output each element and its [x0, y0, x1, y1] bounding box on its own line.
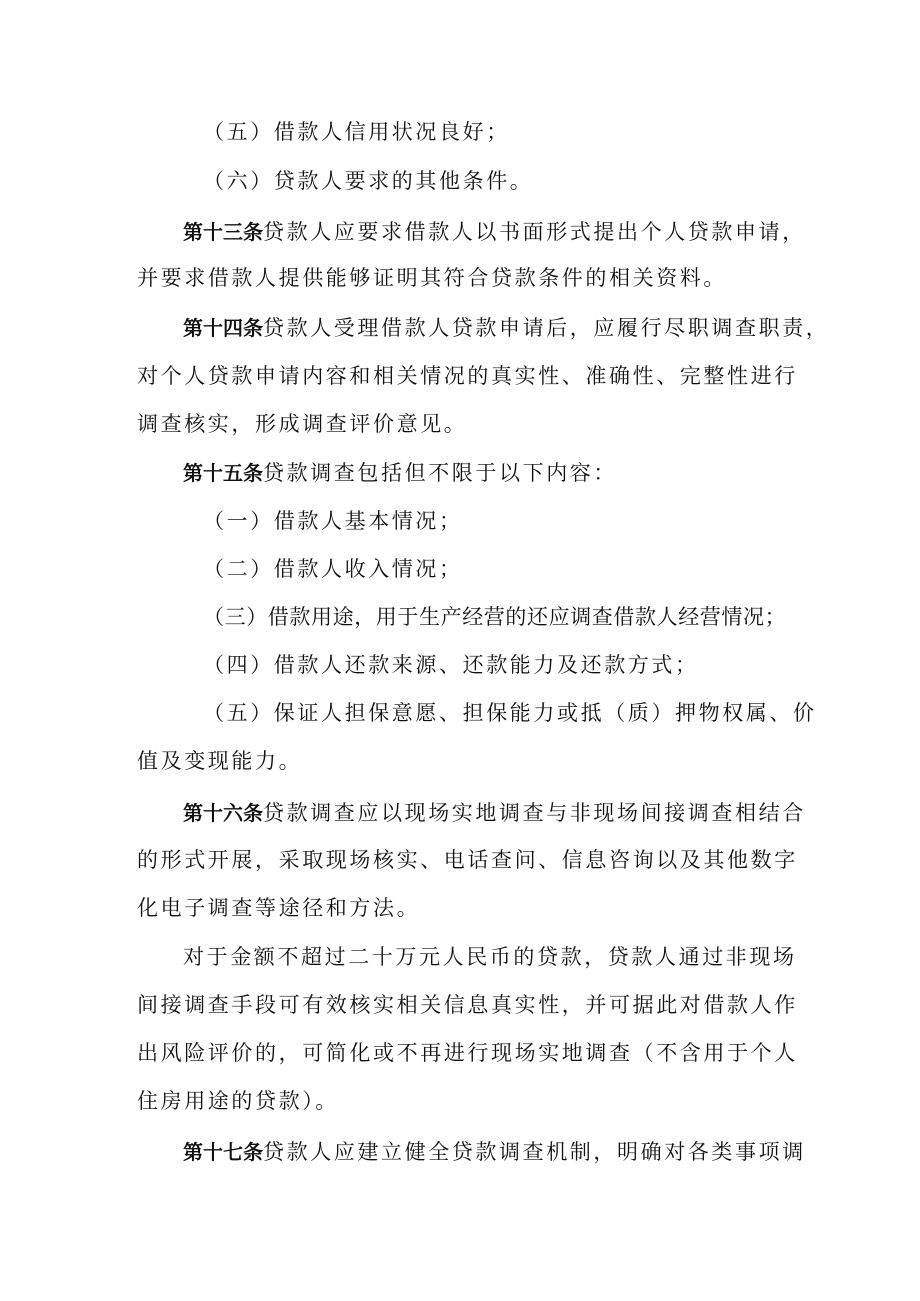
- line-text: （一）借款人基本情况；: [203, 509, 463, 533]
- line-text: （二）借款人收入情况；: [203, 557, 463, 581]
- doc-line-9: [203, 501, 463, 541]
- line-text: 出风险评价的，可简化或不再进行现场实地调查（不含用于个人: [137, 1041, 798, 1065]
- line-text: 贷款人应要求借款人以书面形式提出个人贷款申请，: [263, 220, 806, 244]
- doc-line-7: [137, 404, 467, 444]
- doc-line-11: [203, 597, 786, 637]
- line-text: 贷款人受理借款人贷款申请后，应履行尽职调查职责，: [263, 316, 830, 340]
- doc-line-4: [137, 258, 727, 298]
- doc-line-2: [203, 161, 533, 201]
- line-text: 调查核实，形成调查评价意见。: [137, 412, 468, 436]
- doc-line-6: [137, 356, 798, 396]
- line-text: 贷款调查应以现场实地调查与非现场间接调查相结合: [263, 801, 806, 825]
- article-17: [183, 1132, 806, 1172]
- article-heading: 第十三条: [183, 220, 263, 244]
- doc-line-17: [137, 888, 420, 928]
- line-text: 间接调查手段可有效核实相关信息真实性，并可据此对借款人作: [137, 993, 798, 1017]
- line-text: 并要求借款人提供能够证明其符合贷款条件的相关资料。: [137, 266, 727, 290]
- doc-line-14: [137, 741, 302, 781]
- doc-line-18: [183, 937, 797, 977]
- doc-line-20: [137, 1033, 798, 1073]
- line-text: 住房用途的贷款）。: [137, 1089, 339, 1113]
- doc-line-16: [137, 840, 798, 880]
- line-text: （五）保证人担保意愿、担保能力或抵（质）押物权属、价: [203, 701, 817, 725]
- article-15: [183, 453, 617, 493]
- article-14: [183, 308, 829, 348]
- line-text: （三）借款用途，用于生产经营的还应调查借款人经营情况；: [203, 605, 787, 629]
- line-text: 值及变现能力。: [137, 749, 303, 773]
- line-text: 的形式开展，采取现场核实、电话查问、信息咨询以及其他数字: [137, 848, 798, 872]
- doc-line-19: [137, 985, 798, 1025]
- doc-line-10: [203, 549, 463, 589]
- doc-line-21: [137, 1081, 339, 1121]
- line-text: 贷款人应建立健全贷款调查机制，明确对各类事项调: [263, 1140, 806, 1164]
- article-heading: 第十四条: [183, 316, 263, 340]
- article-heading: 第十五条: [183, 461, 263, 485]
- doc-line-13: [203, 693, 817, 733]
- line-text: （五）借款人信用状况良好；: [203, 120, 510, 144]
- doc-line-1: [203, 112, 510, 152]
- line-text: （四）借款人还款来源、还款能力及还款方式；: [203, 653, 699, 677]
- article-16: [183, 793, 806, 833]
- line-text: 对于金额不超过二十万元人民币的贷款，贷款人通过非现场: [183, 945, 797, 969]
- line-text: 贷款调查包括但不限于以下内容：: [263, 461, 617, 485]
- line-text: 对个人贷款申请内容和相关情况的真实性、准确性、完整性进行: [137, 364, 798, 388]
- article-heading: 第十七条: [183, 1140, 263, 1164]
- article-13: [183, 212, 806, 252]
- article-heading: 第十六条: [183, 801, 263, 825]
- line-text: （六）贷款人要求的其他条件。: [203, 169, 534, 193]
- doc-line-12: [203, 645, 699, 685]
- line-text: 化电子调查等途径和方法。: [137, 896, 421, 920]
